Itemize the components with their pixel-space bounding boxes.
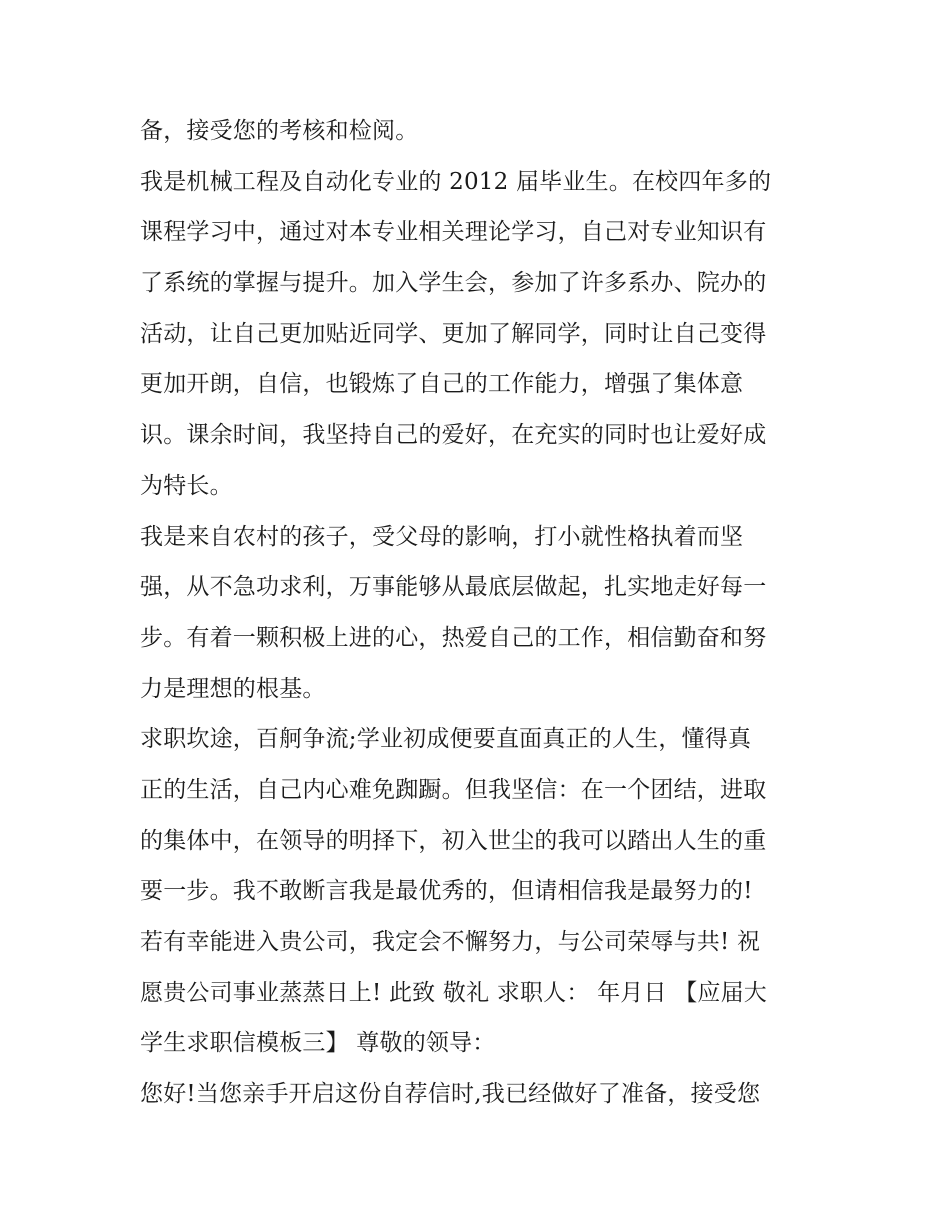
text-line: 我是机械工程及自动化专业的 2012 届毕业生。在校四年多的 (140, 168, 772, 195)
text-line: 更加开朗，自信，也锻炼了自己的工作能力，增强了集体意 (140, 371, 744, 398)
text-line: 识。课余时间，我坚持自己的爱好，在充实的同时也让爱好成 (140, 422, 767, 449)
text-line: 正的生活，自己内心难免踟蹰。但我坚信：在一个团结，进取 (140, 776, 767, 803)
text-line: 若有幸能进入贵公司，我定会不懈努力，与公司荣辱与共! 祝 (140, 929, 761, 955)
text-line: 备，接受您的考核和检阅。 (140, 118, 419, 144)
text-line: 学生求职信模板三】 尊敬的领导： (140, 1030, 496, 1057)
text-line: 的集体中，在领导的明择下，初入世尘的我可以踏出人生的重 (140, 827, 767, 854)
text-line: 强，从不急功求利，万事能够从最底层做起，扎实地走好每一 (140, 574, 767, 601)
text-line: 要一步。我不敢断言我是最优秀的，但请相信我是最努力的! (140, 878, 753, 905)
text-line: 愿贵公司事业蒸蒸日上! 此致 敬礼 求职人： 年月日 【应届大 (140, 979, 767, 1006)
text-line: 我是来自农村的孩子，受父母的影响，打小就性格执着而坚 (140, 523, 744, 550)
text-line: 步。有着一颗积极上进的心，热爱自己的工作，相信勤奋和努 (140, 624, 767, 651)
text-line: 活动，让自己更加贴近同学、更加了解同学，同时让自己变得 (140, 320, 767, 347)
text-line: 求职坎途，百舸争流;学业初成便要直面真正的人生，懂得真 (140, 726, 752, 753)
text-line: 了系统的掌握与提升。加入学生会，参加了许多系办、院办的 (140, 270, 767, 297)
document-body (140, 106, 812, 1120)
text-line: 您好!当您亲手开启这份自荐信时,我已经做好了准备，接受您 (140, 1081, 761, 1108)
text-line: 力是理想的根基。 (140, 675, 326, 702)
text-line: 为特长。 (140, 472, 233, 499)
text-line: 课程学习中，通过对本专业相关理论学习，自己对专业知识有 (140, 219, 767, 246)
